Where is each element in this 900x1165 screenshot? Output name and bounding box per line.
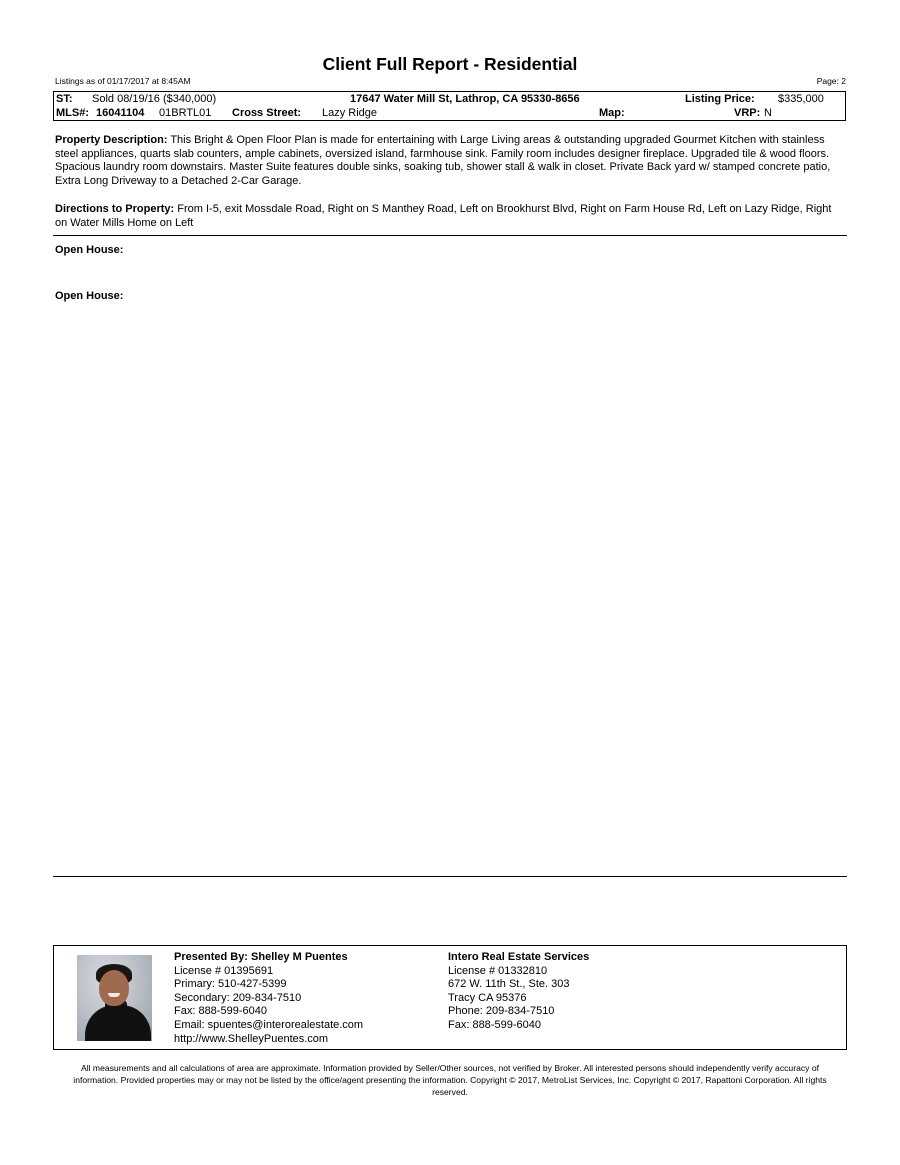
area-code: 01BRTL01 — [159, 107, 212, 119]
report-title: Client Full Report - Residential — [322, 54, 578, 74]
property-description-text: This Bright & Open Floor Plan is made for entertaining with Large Living areas & outstanding upgraded Gourmet Kitchen with stainless steel appliances, quarts slab counters, ample cabinets, oversized island, farmhouse sink. Family room includes designer fireplace. Upgraded tile & wood floors. Spacious laundry room downstairs. Master Suite features double sinks, soaking tub, shower stall & walk in closet. Private Back yard w/ stamped concrete patio, Extra Long Driveway to a Detached 2-Car Garage. — [55, 134, 831, 187]
agent-license: License # 01395691 — [174, 964, 274, 977]
cross-street-value: Lazy Ridge — [322, 107, 378, 119]
listing-price-label: Listing Price: — [685, 93, 755, 105]
footer-divider — [53, 876, 847, 877]
mls-label: MLS#: — [56, 107, 89, 119]
property-description — [55, 134, 845, 188]
office-license: License # 01332810 — [448, 964, 548, 977]
listings-as-of: Listings as of 01/17/2017 at 8:45AM — [55, 76, 191, 86]
section-divider — [53, 235, 847, 236]
open-house-2 — [55, 290, 845, 304]
agent-email[interactable]: Email: spuentes@interorealestate.com — [174, 1018, 364, 1031]
office-name: Intero Real Estate Services — [448, 951, 590, 963]
agent-secondary-phone: Secondary: 209-834-7510 — [174, 991, 302, 1004]
office-fax: Fax: 888-599-6040 — [448, 1018, 541, 1031]
directions-text: From I-5, exit Mossdale Road, Right on S Manthey Road, Left on Brookhurst Blvd, Right on Farm House Rd, Left on Lazy Ridge, Right on Water Mills Home on Left — [55, 203, 832, 229]
open-house-label: Open House: — [55, 290, 124, 302]
agent-primary-phone: Primary: 510-427-5399 — [174, 978, 287, 991]
map-label: Map: — [599, 107, 625, 119]
agent-fax: Fax: 888-599-6040 — [174, 1005, 267, 1018]
cross-street-label: Cross Street: — [232, 107, 302, 119]
disclaimer: All measurements and all calculations of area are approximate. Information provided by Seller/Other sources, not verified by Broker. All interested persons should independently verify accuracy of information. Provided properties may or may not be listed by the office/agent presenting the information. Copyright © 2017, MetroList Services, Inc. Copyright © 2017, Rapattoni Corporation. All rights reserved. — [73, 1063, 827, 1097]
property-description-label: Property Description: — [55, 134, 168, 146]
office-address-line2: Tracy CA 95376 — [448, 991, 527, 1004]
office-phone: Phone: 209-834-7510 — [448, 1005, 555, 1018]
open-house-1 — [55, 244, 845, 258]
property-address: 17647 Water Mill St, Lathrop, CA 95330-8656 — [350, 93, 580, 105]
directions — [55, 203, 845, 230]
office-details — [448, 951, 589, 1033]
vrp-value: N — [764, 107, 772, 119]
agent-photo — [77, 955, 152, 1041]
agent-website[interactable]: http://www.ShelleyPuentes.com — [174, 1032, 329, 1045]
mls-number: 16041104 — [96, 107, 145, 119]
open-house-label: Open House: — [55, 244, 124, 256]
listing-price-value: $335,000 — [778, 93, 824, 105]
listing-header-box — [53, 91, 846, 121]
agent-details — [174, 951, 363, 1046]
agent-name: Presented By: Shelley M Puentes — [174, 951, 348, 963]
status-label: ST: — [56, 93, 73, 105]
office-address-line1: 672 W. 11th St., Ste. 303 — [448, 978, 570, 991]
status-value: Sold 08/19/16 ($340,000) — [92, 93, 217, 105]
agent-info-box — [53, 945, 847, 1050]
vrp-label: VRP: — [734, 107, 761, 119]
directions-label: Directions to Property: — [55, 203, 175, 215]
page-number: Page: 2 — [816, 76, 846, 86]
